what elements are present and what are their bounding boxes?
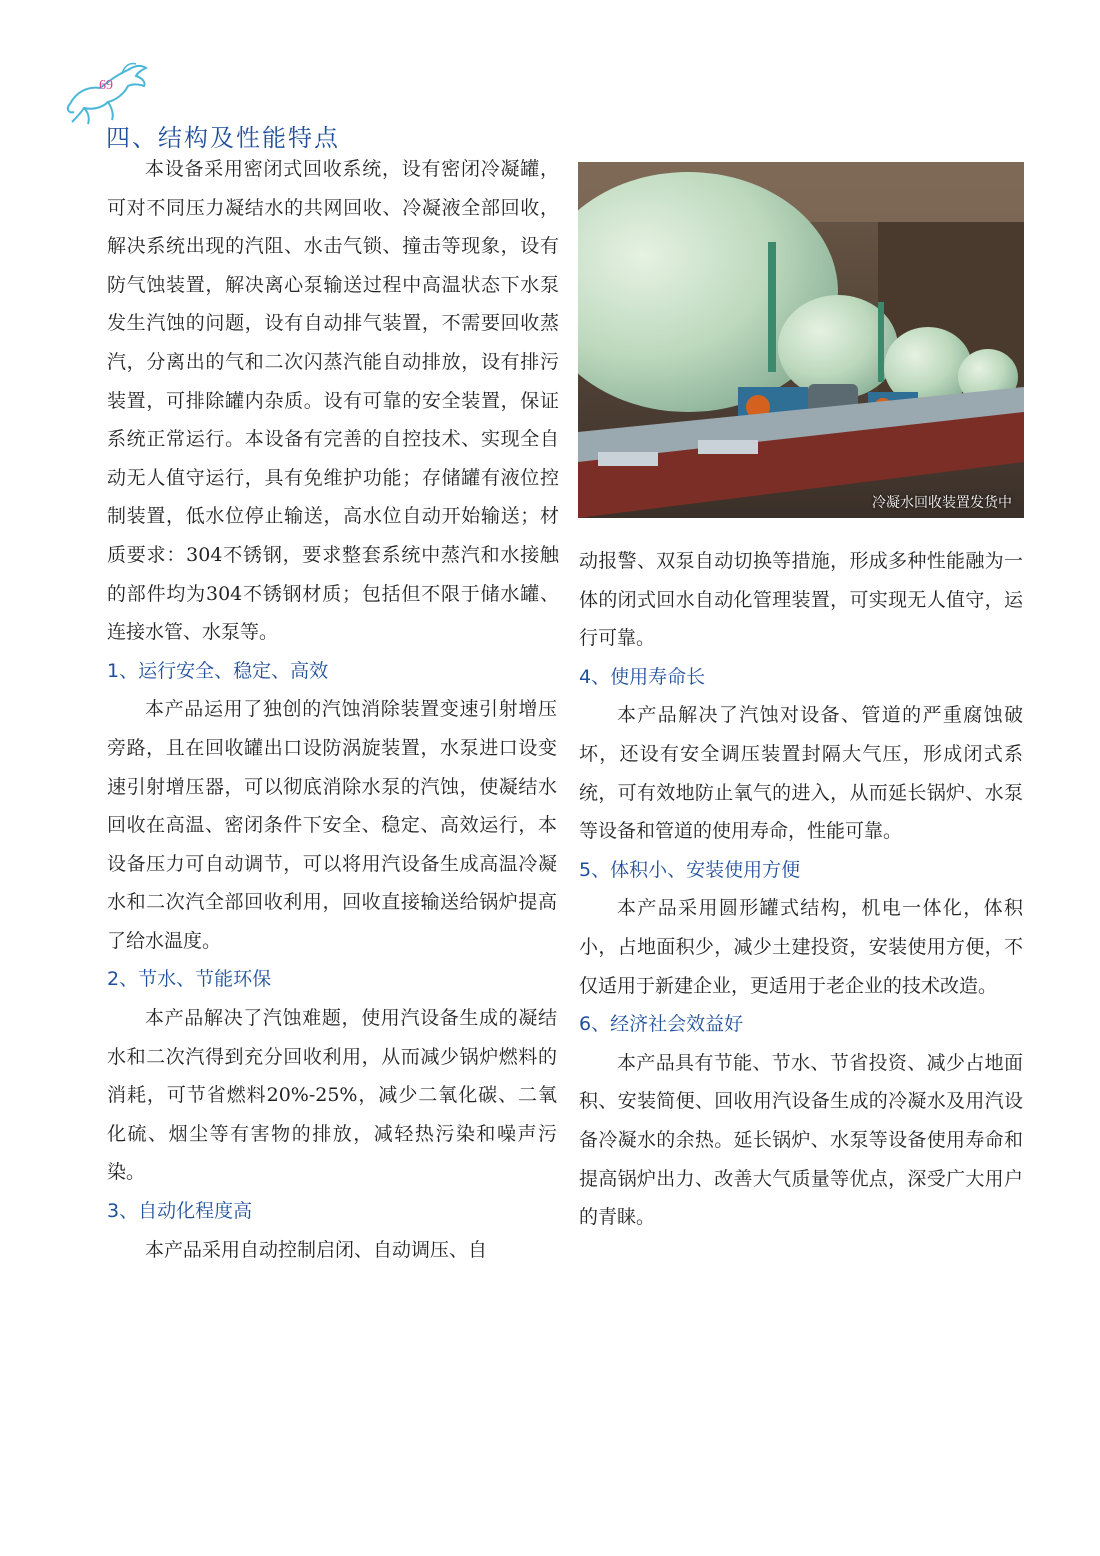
feature-heading-4: 4、使用寿命长 (579, 665, 706, 688)
right-column (579, 542, 1023, 1237)
photo-caption: 冷凝水回收装置发货中 (872, 495, 1012, 511)
feature-body-3: 本产品采用自动控制启闭、自动调压、自 (145, 1238, 488, 1261)
section-title: 四、结构及性能特点 (106, 124, 340, 152)
feature-body-4: 本产品解决了汽蚀对设备、管道的严重腐蚀破坏，还设有安全调压装置封隔大气压，形成闭式系统，可有效地防止氧气的进入，从而延长锅炉、水泵等设备和管道的使用寿命，性能可靠。 (579, 704, 1023, 843)
feature-heading-5: 5、体积小、安装使用方便 (579, 858, 801, 881)
page-number: 69 (99, 78, 113, 93)
feature-heading-3: 3、自动化程度高 (107, 1200, 253, 1223)
feature-body-6: 本产品具有节能、节水、节省投资、减少占地面积、安装简便、回收用汽设备生成的冷凝水及用汽设备冷凝水的余热。延长锅炉、水泵等设备使用寿命和提高锅炉出力、改善大气质量等优点，深受广大用户的青睐。 (579, 1051, 1023, 1229)
feature-body-2: 本产品解决了汽蚀难题，使用汽设备生成的凝结水和二次汽得到充分回收利用，从而减少锅炉燃料的消耗，可节省燃料20%-25%，减少二氧化碳、二氧化硫、烟尘等有害物的排放，减轻热污染和噪声污染。 (107, 1007, 557, 1184)
intro-paragraph: 本设备采用密闭式回收系统，设有密闭冷凝罐，可对不同压力凝结水的共网回收、冷凝液全部回收，解决系统出现的汽阻、水击气锁、撞击等现象，设有防气蚀装置，解决离心泵输送过程中高温状态下水泵发生汽蚀的问题，设有自动排气装置，不需要回收蒸汽，分离出的气和二次闪蒸汽能自动排放，设有排污装置，可排除罐内杂质。设有可靠的安全装置，保证系统正常运行。本设备有完善的自控技术、实现全自动无人值守运行，具有免维护功能；存储罐有液位控制装置，低水位停止输送，高水位自动开始输送；材质要求：304不锈钢，要求整套系统中蒸汽和水接触的部件均为304不锈钢材质；包括但不限于储水罐、连接水管、水泵等。 (107, 158, 559, 644)
left-column (107, 150, 557, 1269)
feature-body-3-continued: 动报警、双泵自动切换等措施，形成多种性能融为一体的闭式回水自动化管理装置，可实现无人值守，运行可靠。 (579, 550, 1023, 650)
equipment-photo (578, 162, 1024, 518)
feature-heading-2: 2、节水、节能环保 (107, 968, 272, 991)
feature-body-1: 本产品运用了独创的汽蚀消除装置变速引射增压旁路，且在回收罐出口设防涡旋装置，水泵进口设变速引射增压器，可以彻底消除水泵的汽蚀，使凝结水回收在高温、密闭条件下安全、稳定、高效运行，本设备压力可自动调节，可以将用汽设备生成高温冷凝水和二次汽全部回收利用，回收直接输送给锅炉提高了给水温度。 (107, 698, 557, 952)
feature-heading-1: 1、运行安全、稳定、高效 (107, 659, 329, 682)
feature-heading-6: 6、经济社会效益好 (579, 1013, 744, 1036)
feature-body-5: 本产品采用圆形罐式结构，机电一体化，体积小，占地面积少，减少土建投资，安装使用方便，不仅适用于新建企业，更适用于老企业的技术改造。 (579, 897, 1023, 997)
